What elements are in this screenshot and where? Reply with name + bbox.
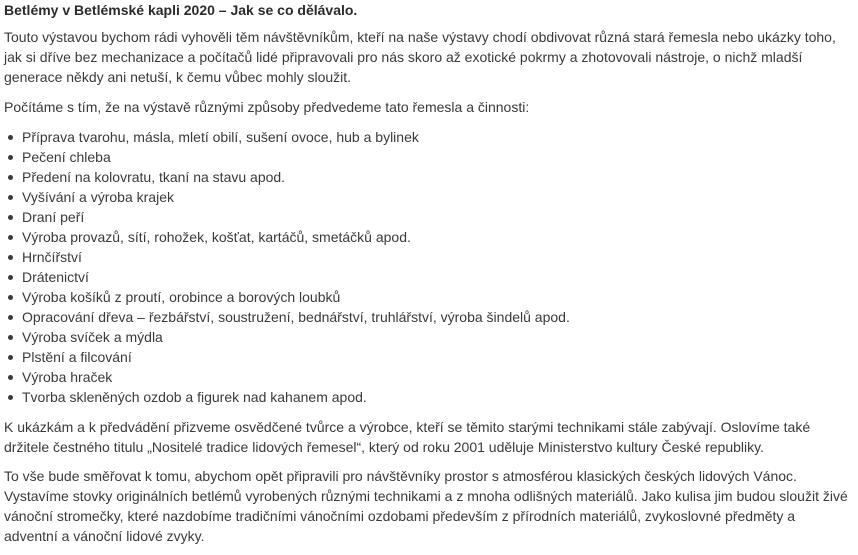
list-intro-paragraph: Počítáme s tím, že na výstavě různými způsoby předvedeme tato řemesla a činnosti: — [4, 99, 530, 115]
article-title: Betlémy v Betlémské kapli 2020 – Jak se co dělávalo. — [4, 2, 358, 18]
craftsmen-line: K ukázkám a k předvádění přizveme osvědčené tvůrce a výrobce, kteří se těmito starými technikami stále zabývají. Oslovíme také — [4, 419, 811, 435]
intro-paragraph — [4, 27, 854, 87]
closing-line: Vystavíme stovky originálních betlémů vyrobených různými technikami a z mnoha odlišných materiálů. Jako kulisa jim budou sloužit živé — [4, 488, 848, 504]
closing-line: vánoční stromečky, které nazdobíme tradičními vánočními ozdobami především z přírodních materiálů, zvykoslovné předměty a — [4, 508, 796, 524]
list-item: Výroba hraček — [22, 367, 854, 387]
crafts-list — [4, 127, 854, 407]
list-item: Hrnčířství — [22, 247, 854, 267]
list-item: Pečení chleba — [22, 147, 854, 167]
list-item: Drátenictví — [22, 267, 854, 287]
list-item: Výroba košíků z proutí, orobince a borových loubků — [22, 287, 854, 307]
intro-line: jak si dříve bez mechanizace a počítačů lidé připravovali pro nás skoro až exotické pokrmy a zhotovovali nástroje, o nichž mladší — [4, 49, 803, 65]
intro-line: generace někdy ani netuší, k čemu vůbec mohly sloužit. — [4, 69, 352, 85]
closing-line: To vše bude směřovat k tomu, abychom opět připravili pro návštěvníky prostor s atmosférou klasických českých lidových Vánoc. — [4, 468, 797, 484]
list-item: Předení na kolovratu, tkaní na stavu apod. — [22, 167, 854, 187]
list-item: Opracování dřeva – řezbářství, soustružení, bednářství, truhlářství, výroba šindelů apod. — [22, 307, 854, 327]
list-item: Plstění a filcování — [22, 347, 854, 367]
closing-line: adventní a vánoční lidové zvyky. — [4, 528, 205, 544]
list-item: Výroba svíček a mýdla — [22, 327, 854, 347]
closing-paragraph — [4, 466, 854, 546]
list-item: Draní peří — [22, 207, 854, 227]
list-item: Příprava tvarohu, másla, mletí obilí, sušení ovoce, hub a bylinek — [22, 127, 854, 147]
craftsmen-paragraph — [4, 417, 854, 457]
craftsmen-line: držitele čestného titulu „Nositelé tradice lidových řemesel“, který od roku 2001 uděluje Ministerstvo kultury České republiky. — [4, 439, 764, 455]
list-item: Výroba provazů, sítí, rohožek, košťat, kartáčů, smetáčků apod. — [22, 227, 854, 247]
intro-line: Touto výstavou bychom rádi vyhověli těm návštěvníkům, kteří na naše výstavy chodí obdivovat různá stará řemesla nebo ukázky toho, — [4, 29, 836, 45]
list-item: Tvorba skleněných ozdob a figurek nad kahanem apod. — [22, 387, 854, 407]
list-item: Vyšívání a výroba krajek — [22, 187, 854, 207]
